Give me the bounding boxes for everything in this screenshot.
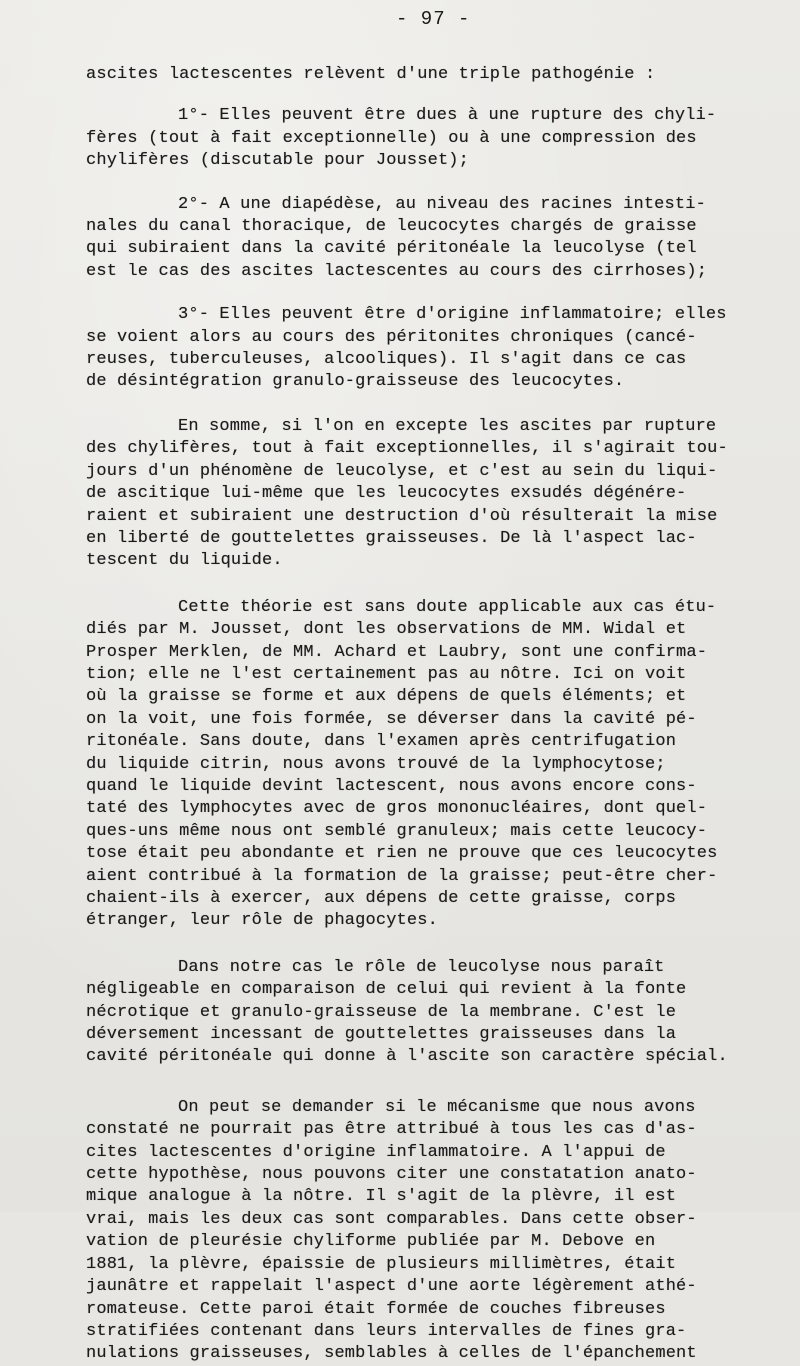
text-line: tose était peu abondante et rien ne prouve que ces leucocytes: [86, 844, 718, 864]
text-line: vation de pleurésie chyliforme publiée par M. Debove en: [86, 1232, 656, 1252]
paragraph: [86, 194, 786, 284]
text-line: ascites lactescentes relèvent d'une triple pathogénie :: [86, 65, 656, 84]
text-line: nécrotique et granulo-graisseuse de la membrane. C'est le: [86, 1002, 677, 1022]
text-line: 2°- A une diapédèse, au niveau des racines intesti-: [178, 194, 706, 214]
text-line: est le cas des ascites lactescentes au cours des cirrhoses);: [86, 261, 708, 281]
text-line: constaté ne pourrait pas être attribué à tous les cas d'as-: [86, 1120, 697, 1140]
text-line: cavité péritonéale qui donne à l'ascite son caractère spécial.: [86, 1047, 728, 1067]
text-line: En somme, si l'on en excepte les ascites par rupture: [178, 416, 717, 436]
text-line: romateuse. Cette paroi était formée de couches fibreuses: [86, 1299, 666, 1319]
text-line: négligeable en comparaison de celui qui revient à la fonte: [86, 980, 687, 1000]
page-number: - 97 -: [396, 8, 471, 30]
paragraph: [86, 416, 786, 573]
text-line: Cette théorie est sans doute applicable aux cas étu-: [178, 597, 717, 617]
text-line: cette hypothèse, nous pouvons citer une constatation anato-: [86, 1165, 697, 1185]
text-line: jours d'un phénomène de leucolyse, et c'est au sein du liqui-: [86, 461, 718, 481]
text-line: fères (tout à fait exceptionnelle) ou à une compression des: [86, 128, 697, 148]
text-line: tion; elle ne l'est certainement pas au nôtre. Ici on voit: [86, 664, 687, 684]
text-line: se voient alors au cours des péritonites chroniques (cancé-: [86, 327, 697, 347]
text-line: de ascitique lui-même que les leucocytes exsudés dégénére-: [86, 484, 687, 504]
text-line: 1881, la plèvre, épaissie de plusieurs millimètres, était: [86, 1254, 677, 1274]
body-text: [86, 64, 786, 1366]
text-line: aient contribué à la formation de la graisse; peut-être cher-: [86, 866, 718, 886]
text-line: cites lactescentes d'origine inflammatoire. A l'appui de: [86, 1142, 666, 1162]
text-line: Prosper Merklen, de MM. Achard et Laubry, sont une confirma-: [86, 642, 708, 662]
text-line: on la voit, une fois formée, se déverser dans la cavité pé-: [86, 709, 697, 729]
text-line: en liberté de gouttelettes graisseuses. De là l'aspect lac-: [86, 528, 697, 548]
text-line: On peut se demander si le mécanisme que nous avons: [178, 1097, 696, 1117]
paragraph: [86, 1097, 786, 1366]
text-line: nales du canal thoracique, de leucocytes chargés de graisse: [86, 217, 697, 237]
text-line: qui subiraient dans la cavité péritonéale la leucolyse (tel: [86, 239, 697, 259]
text-line: stratifiées contenant dans leurs intervalles de fines gra-: [86, 1321, 687, 1341]
text-line: vrai, mais les deux cas sont comparables. Dans cette obser-: [86, 1209, 697, 1229]
text-line: déversement incessant de gouttelettes graisseuses dans la: [86, 1025, 677, 1045]
paragraph: [86, 304, 786, 394]
text-line: mique analogue à la nôtre. Il s'agit de la plèvre, il est: [86, 1187, 677, 1207]
text-line: du liquide citrin, nous avons trouvé de la lymphocytose;: [86, 754, 666, 774]
paragraph: [86, 105, 786, 172]
text-line: raient et subiraient une destruction d'où résulterait la mise: [86, 506, 718, 526]
text-line: 3°- Elles peuvent être d'origine inflammatoire; elles: [178, 305, 727, 325]
text-line: 1°- Elles peuvent être dues à une rupture des chyli-: [178, 106, 717, 126]
text-line: de désintégration granulo-graisseuse des leucocytes.: [86, 372, 625, 392]
text-line: ritonéale. Sans doute, dans l'examen après centrifugation: [86, 732, 677, 752]
paragraph: [86, 597, 786, 933]
text-line: nulations graisseuses, semblables à celles de l'épanchement: [86, 1344, 697, 1364]
text-line: étranger, leur rôle de phagocytes.: [86, 911, 438, 931]
text-line: où la graisse se forme et aux dépens de quels éléments; et: [86, 687, 687, 707]
text-line: taté des lymphocytes avec de gros mononucléaires, dont quel-: [86, 799, 708, 819]
text-line: Dans notre cas le rôle de leucolyse nous paraît: [178, 957, 665, 977]
text-line: tescent du liquide.: [86, 551, 283, 571]
text-line: des chylifères, tout à fait exceptionnelles, il s'agirait tou-: [86, 439, 728, 459]
text-line: ques-uns même nous ont semblé granuleux; mais cette leucocy-: [86, 821, 708, 841]
text-line: quand le liquide devint lactescent, nous avons encore cons-: [86, 776, 697, 796]
text-line: diés par M. Jousset, dont les observations de MM. Widal et: [86, 620, 687, 640]
paragraph: [86, 957, 786, 1069]
text-line: chaient-ils à exercer, aux dépens de cette graisse, corps: [86, 889, 677, 908]
paragraph: [86, 64, 786, 86]
text-line: chylifères (discutable pour Jousset);: [86, 151, 470, 171]
text-line: jaunâtre et rappelait l'aspect d'une aorte légèrement athé-: [86, 1277, 697, 1297]
text-line: reuses, tuberculeuses, alcooliques). Il s'agit dans ce cas: [86, 350, 687, 370]
